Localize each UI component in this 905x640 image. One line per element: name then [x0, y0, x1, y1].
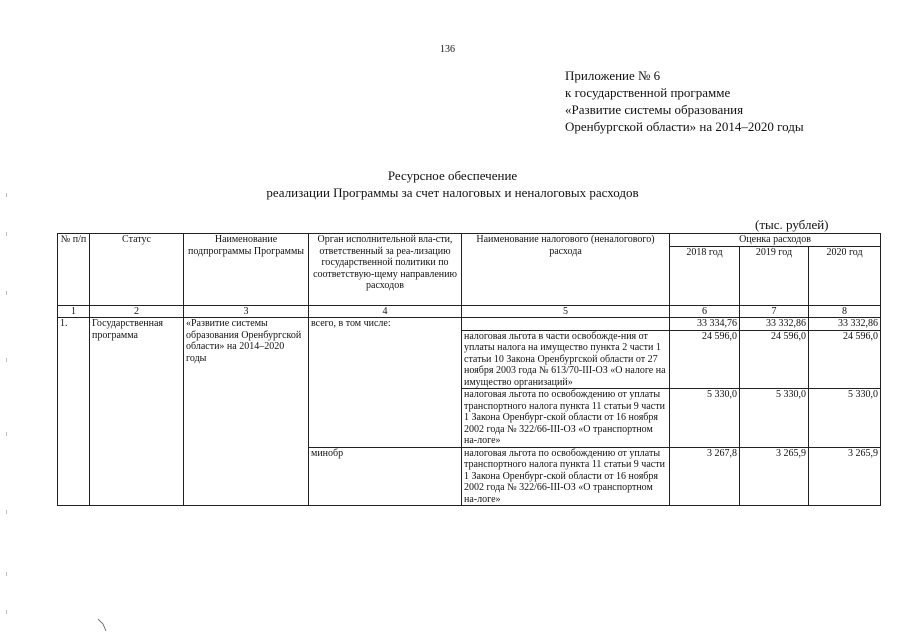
header-2018: 2018 год	[670, 246, 740, 305]
column-number: 7	[740, 305, 809, 318]
row-number: 1.	[58, 318, 90, 506]
expense-cell: налоговая льгота по освобождению от уплаты транспортного налога пункта 11 статьи 9 части 1 Закона Оренбург-ской области от 16 ноября 2002 года № 322/66-III-ОЗ «О транспортном на-логе»	[462, 447, 670, 506]
resource-table	[57, 233, 881, 506]
column-number-row	[58, 305, 881, 318]
header-status: Статус	[90, 234, 184, 306]
header-agency: Орган исполнительной вла-сти, ответственный за реа-лизацию государственной политики по соответствую-щему направлению расходов	[309, 234, 462, 306]
scan-mark	[6, 193, 7, 197]
column-number: 6	[670, 305, 740, 318]
scan-mark	[6, 291, 7, 295]
agency-cell: минобр	[309, 447, 462, 506]
value-2019: 33 332,86	[740, 318, 809, 331]
header-num: № п/п	[58, 234, 90, 306]
value-2018: 5 330,0	[670, 389, 740, 448]
value-2019: 3 265,9	[740, 447, 809, 506]
header-2019: 2019 год	[740, 246, 809, 305]
appendix-line-4: Оренбургской области» на 2014–2020 годы	[565, 119, 804, 134]
expense-cell	[462, 318, 670, 331]
column-number: 5	[462, 305, 670, 318]
header-subprogram: Наименование подпрограммы Программы	[184, 234, 309, 306]
column-number: 8	[809, 305, 881, 318]
value-2019: 5 330,0	[740, 389, 809, 448]
expense-cell: налоговая льгота по освобождению от уплаты транспортного налога пункта 11 статьи 9 части 1 Закона Оренбург-ской области от 16 ноября 2002 года № 322/66-III-ОЗ «О транспортном на-логе»	[462, 389, 670, 448]
expense-cell: налоговая льгота в части освобожде-ния от уплаты налога на имущество пункта 2 части 1 статьи 10 Закона Оренбургской области от 27 ноября 2003 года № 613/70-III-ОЗ «О налоге на имущество организаций»	[462, 330, 670, 389]
value-2018: 3 267,8	[670, 447, 740, 506]
title-line-1: Ресурсное обеспечение	[387, 168, 518, 183]
value-2019: 24 596,0	[740, 330, 809, 389]
appendix-line-2: к государственной программе	[565, 85, 731, 100]
scan-mark	[6, 232, 7, 236]
agency-cell	[309, 389, 462, 448]
scan-mark	[6, 572, 7, 576]
units-label: (тыс. рублей)	[755, 217, 829, 232]
page-number: 136	[440, 44, 455, 55]
header-expense-name: Наименование налогового (неналогового) расхода	[462, 234, 670, 306]
appendix-line-1: Приложение № 6	[565, 68, 661, 83]
appendix-block	[565, 67, 804, 135]
scan-mark	[6, 432, 7, 436]
value-2020: 33 332,86	[809, 318, 881, 331]
column-number: 3	[184, 305, 309, 318]
column-number: 1	[58, 305, 90, 318]
value-2020: 5 330,0	[809, 389, 881, 448]
agency-cell	[309, 330, 462, 389]
table-row	[58, 318, 881, 331]
scan-mark	[6, 510, 7, 514]
value-2020: 24 596,0	[809, 330, 881, 389]
status-cell: Государственная программа	[90, 318, 184, 506]
column-number: 4	[309, 305, 462, 318]
value-2018: 33 334,76	[670, 318, 740, 331]
header-2020: 2020 год	[809, 246, 881, 305]
value-2018: 24 596,0	[670, 330, 740, 389]
agency-cell: всего, в том числе:	[309, 318, 462, 331]
column-number: 2	[90, 305, 184, 318]
document-title	[0, 167, 905, 201]
header-row	[58, 234, 881, 247]
scan-mark	[6, 610, 7, 614]
pen-mark	[97, 618, 107, 632]
value-2020: 3 265,9	[809, 447, 881, 506]
appendix-line-3: «Развитие системы образования	[565, 102, 744, 117]
header-estimate: Оценка расходов	[670, 234, 881, 247]
title-line-2: реализации Программы за счет налоговых и неналоговых расходов	[266, 185, 639, 200]
subprogram-cell: «Развитие системы образования Оренбургской области» на 2014–2020 годы	[184, 318, 309, 506]
scan-mark	[6, 358, 7, 362]
